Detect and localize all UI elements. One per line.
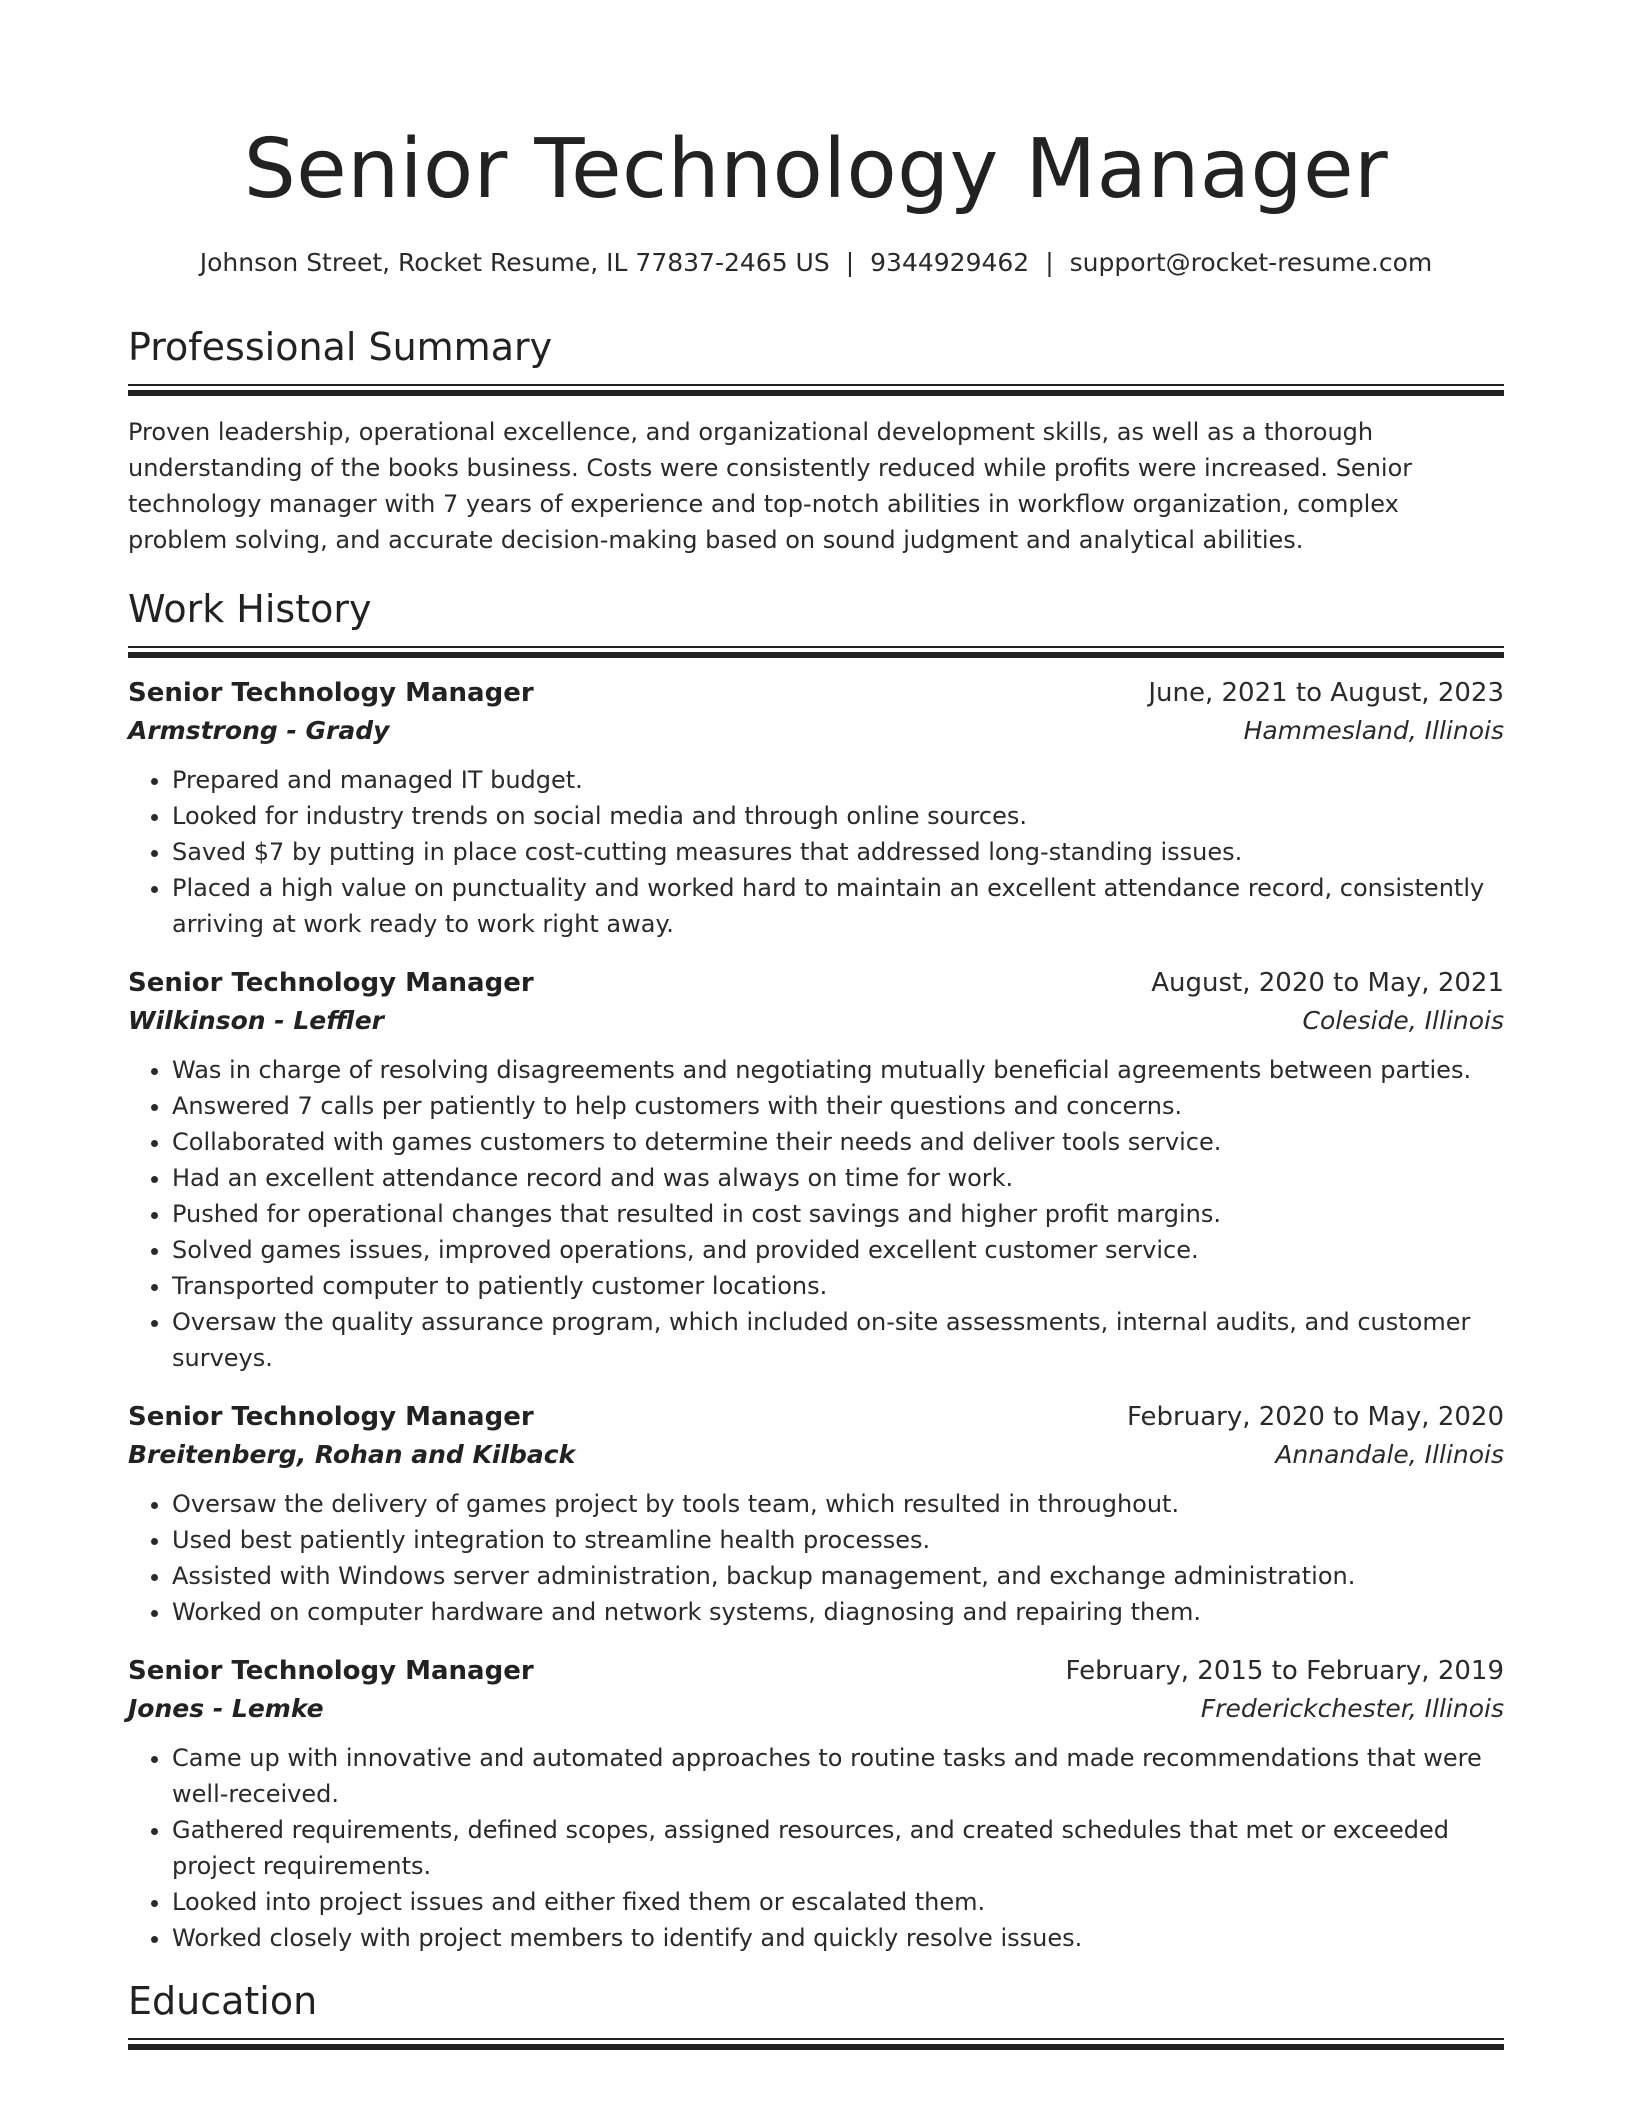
job-dates: August, 2020 to May, 2021 [1151, 968, 1504, 998]
job-bullet: • Was in charge of resolving disagreements and negotiating mutually beneficial agreements between parties. [172, 1052, 1504, 1088]
job-bullet: • Worked on computer hardware and network systems, diagnosing and repairing them. [172, 1594, 1504, 1630]
contact-line [128, 246, 1504, 280]
job-subheader-row [128, 1690, 1504, 1728]
job-location: Coleside, Illinois [1302, 1006, 1504, 1035]
job-bullet: • Looked for industry trends on social media and through online sources. [172, 798, 1504, 834]
resume-name: Senior Technology Manager [243, 122, 1389, 217]
job-header-row [128, 1398, 1504, 1436]
job-entry [128, 1652, 1504, 1956]
job-bullet: • Gathered requirements, defined scopes, assigned resources, and created schedules that met or exceeded project requirements. [172, 1812, 1504, 1884]
job-bullet: • Prepared and managed IT budget. [172, 762, 1504, 798]
job-entry [128, 964, 1504, 1376]
job-header-row [128, 964, 1504, 1002]
job-title: Senior Technology Manager [128, 678, 534, 708]
job-dates: February, 2020 to May, 2020 [1127, 1402, 1504, 1432]
education-section [128, 1976, 1504, 2052]
job-bullet: • Oversaw the quality assurance program, which included on-site assessments, internal audits, and customer surveys. [172, 1304, 1504, 1376]
resume-page [128, 0, 1504, 2052]
job-bullet: • Answered 7 calls per patiently to help customers with their questions and concerns. [172, 1088, 1504, 1124]
job-bullet-list [128, 1052, 1504, 1376]
job-bullet-list [128, 1740, 1504, 1956]
contact-separator: | [1045, 248, 1054, 277]
job-company: Breitenberg, Rohan and Kilback [128, 1440, 576, 1469]
job-bullet: • Solved games issues, improved operations, and provided excellent customer service. [172, 1232, 1504, 1268]
job-subheader-row [128, 1436, 1504, 1474]
job-bullet: • Transported computer to patiently customer locations. [172, 1268, 1504, 1304]
section-title-summary: Professional Summary [128, 325, 553, 369]
job-bullet: • Came up with innovative and automated approaches to routine tasks and made recommendations that were well-received. [172, 1740, 1504, 1812]
job-company: Armstrong - Grady [128, 716, 390, 745]
section-title-work-history: Work History [128, 587, 372, 631]
job-entry [128, 1398, 1504, 1630]
section-divider [128, 384, 1504, 398]
job-bullet: • Oversaw the delivery of games project by tools team, which resulted in throughout. [172, 1486, 1504, 1522]
section-divider [128, 646, 1504, 660]
job-title: Senior Technology Manager [128, 1656, 534, 1686]
job-title: Senior Technology Manager [128, 1402, 534, 1432]
job-location: Hammesland, Illinois [1243, 716, 1504, 745]
job-title: Senior Technology Manager [128, 968, 534, 998]
job-location: Annandale, Illinois [1275, 1440, 1504, 1469]
job-bullet: • Placed a high value on punctuality and worked hard to maintain an excellent attendance record, consistently arriving at work ready to work right away. [172, 870, 1504, 942]
job-bullet: • Pushed for operational changes that resulted in cost savings and higher profit margins. [172, 1196, 1504, 1232]
job-bullet: • Assisted with Windows server administration, backup management, and exchange administration. [172, 1558, 1504, 1594]
summary-text: Proven leadership, operational excellence, and organizational development skills, as well as a thorough understanding of the books business. Costs were consistently reduced while profits were increased. Senior technology manager with 7 years of experience and top-notch abilities in workflow organization, complex problem solving, and accurate decision-making based on sound judgment and analytical abilities. [128, 418, 1413, 554]
job-bullet: • Saved $7 by putting in place cost-cutting measures that addressed long-standing issues. [172, 834, 1504, 870]
job-subheader-row [128, 1002, 1504, 1040]
job-bullet: • Looked into project issues and either fixed them or escalated them. [172, 1884, 1504, 1920]
work-history-section [128, 584, 1504, 1956]
job-dates: June, 2021 to August, 2023 [1148, 678, 1504, 708]
job-subheader-row [128, 712, 1504, 750]
section-title-education: Education [128, 1979, 318, 2023]
contact-phone: 9344929462 [870, 248, 1030, 277]
job-company: Wilkinson - Leffler [128, 1006, 384, 1035]
job-bullet: • Worked closely with project members to identify and quickly resolve issues. [172, 1920, 1504, 1956]
job-company: Jones - Lemke [128, 1694, 324, 1723]
section-divider [128, 2038, 1504, 2052]
job-bullet: • Collaborated with games customers to determine their needs and deliver tools service. [172, 1124, 1504, 1160]
job-location: Frederickchester, Illinois [1200, 1694, 1504, 1723]
summary-section [128, 322, 1504, 558]
job-bullet: • Used best patiently integration to streamline health processes. [172, 1522, 1504, 1558]
contact-separator: | [845, 248, 855, 277]
job-header-row [128, 674, 1504, 712]
contact-address: Johnson Street, Rocket Resume, IL 77837-2465 US [199, 248, 830, 277]
job-bullet-list [128, 762, 1504, 942]
contact-email: support@rocket-resume.com [1069, 248, 1433, 277]
job-dates: February, 2015 to February, 2019 [1065, 1656, 1504, 1686]
job-bullet: • Had an excellent attendance record and was always on time for work. [172, 1160, 1504, 1196]
job-entry [128, 674, 1504, 942]
job-bullet-list [128, 1486, 1504, 1630]
job-header-row [128, 1652, 1504, 1690]
